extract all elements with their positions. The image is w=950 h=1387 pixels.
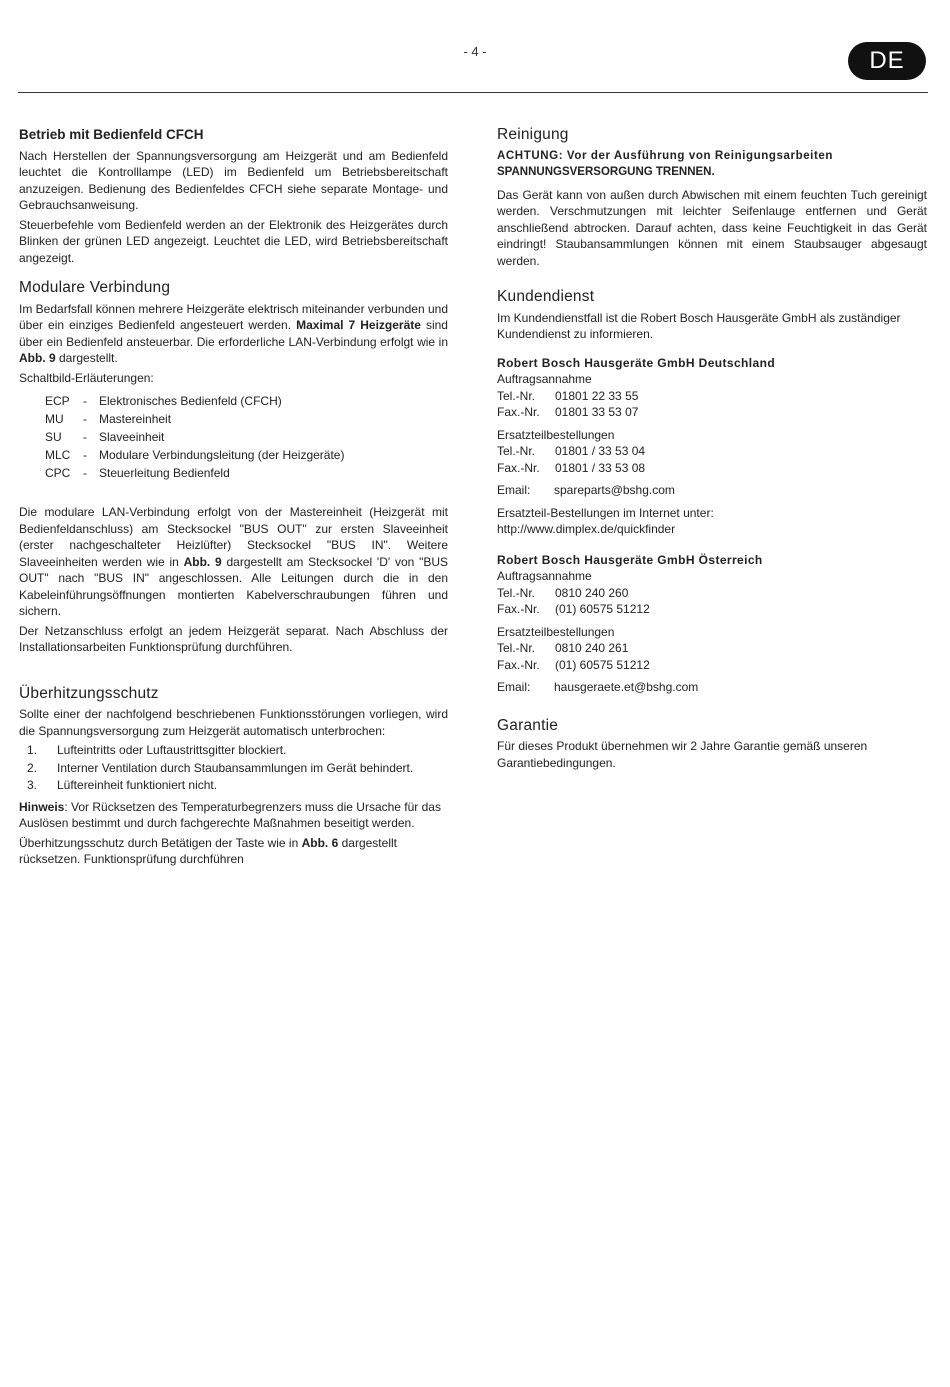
company-name-germany: Robert Bosch Hausgeräte GmbH Deutschland xyxy=(497,355,776,370)
abbreviation-item: CPC - Steuerleitung Bedienfeld xyxy=(45,466,230,480)
section-heading-overheat: Überhitzungsschutz xyxy=(19,684,159,702)
email-row: Email: spareparts@bshg.com xyxy=(497,483,675,497)
malfunction-list xyxy=(27,742,448,795)
header-divider xyxy=(18,92,928,93)
fax-row: Fax.-Nr. 01801 33 53 07 xyxy=(497,405,639,419)
abbreviation-item: MU - Mastereinheit xyxy=(45,412,172,426)
parts-label: Ersatzteilbestellungen xyxy=(497,624,615,639)
section-heading-service: Kundendienst xyxy=(497,288,595,305)
parts-label: Ersatzteilbestellungen xyxy=(497,427,615,442)
section-heading-cfch: Betrieb mit Bedienfeld CFCH xyxy=(19,127,204,142)
parts-fax-row: Fax.-Nr. 01801 / 33 53 08 xyxy=(497,460,646,475)
online-parts-label: Ersatzteil-Bestellungen im Internet unter: xyxy=(497,505,714,520)
section-heading-warranty: Garantie xyxy=(497,716,559,734)
list-item: 1. Lufteintritts oder Luftaustrittsgitter blockiert. xyxy=(27,743,287,757)
language-badge: DE xyxy=(848,42,926,80)
list-item: 2. Interner Ventilation durch Staubansammlungen im Gerät behindert. xyxy=(27,760,414,775)
cleaning-warning: ACHTUNG: Vor der Ausführung von Reinigungsarbeiten SPANNUNGSVERSORGUNG TRENNEN. xyxy=(497,149,834,178)
phone-row: Tel.-Nr. 01801 22 33 55 xyxy=(497,388,639,403)
service-intro: Im Kundendienstfall ist die Robert Bosch Hausgeräte GmbH als zuständiger Kundendienst zu informieren. xyxy=(497,310,901,341)
abbreviation-item: ECP - Elektronisches Bedienfeld (CFCH) xyxy=(45,394,282,408)
cfch-paragraph-1: Nach Herstellen der Spannungsversorgung am Heizgerät und am Bedienfeld leuchtet die Kontrolllampe (LED) im Bedienfeld um Betriebsbereitschaft anzuzeigen. Bedienung des Bedienfeldes CFCH siehe separate Montage- und Gebrauchsanweisung. xyxy=(19,148,448,212)
phone-row: Tel.-Nr. 0810 240 260 xyxy=(497,585,629,600)
page-number: - 4 - xyxy=(463,44,487,59)
order-label: Auftragsannahme xyxy=(497,569,592,583)
parts-phone-row: Tel.-Nr. 01801 / 33 53 04 xyxy=(497,444,646,458)
modular-paragraph-3: Der Netzanschluss erfolgt an jedem Heizgerät separat. Nach Abschluss der Installationsarbeiten Funktionsprüfung durchführen. xyxy=(19,623,448,654)
left-column xyxy=(19,127,448,871)
service-austria xyxy=(497,552,927,696)
section-heading-cleaning: Reinigung xyxy=(497,126,569,143)
company-name-austria: Robert Bosch Hausgeräte GmbH Österreich xyxy=(497,552,763,567)
overheat-reset: Überhitzungsschutz durch Betätigen der Taste wie in Abb. 6 dargestellt rücksetzen. Funktionsprüfung durchführen xyxy=(19,835,397,866)
quickfinder-url[interactable]: http://www.dimplex.de/quickfinder xyxy=(497,522,676,536)
abbreviation-item: MLC - Modulare Verbindungsleitung (der Heizgeräte) xyxy=(45,448,345,462)
modular-paragraph-1: Im Bedarfsfall können mehrere Heizgeräte elektrisch miteinander verbunden und über ein einziges Bedienfeld angesteuert werden. Maximal 7 Heizgeräte sind über ein Bedienfeld ansteuerbar. Die erforderliche LAN-Verbindung erfolgt wie in Abb. 9 dargestellt. xyxy=(19,301,448,365)
abbreviation-item: SU - Slaveeinheit xyxy=(45,430,165,444)
cfch-paragraph-2: Steuerbefehle vom Bedienfeld werden an der Elektronik des Heizgerätes durch Blinken der grünen LED angezeigt. Leuchtet die LED, wird Betriebsbereitschaft angezeigt. xyxy=(19,217,448,265)
legend-title: Schaltbild-Erläuterungen: xyxy=(19,370,154,385)
warranty-paragraph: Für dieses Produkt übernehmen wir 2 Jahre Garantie gemäß unseren Garantiebedingungen. xyxy=(497,739,868,770)
overheat-hint: Hinweis: Vor Rücksetzen des Temperaturbegrenzers muss die Ursache für das Auslösen bestimmt und durch fachgerechte Maßnahmen beseitigt werden. xyxy=(19,799,441,830)
modular-paragraph-2: Die modulare LAN-Verbindung erfolgt von der Mastereinheit (Heizgerät mit Bedienfeldanschluss) am Stecksockel "BUS OUT" zur ersten Slaveeinheit (erster nachgeschalteter Heizlüfter) Stecksockel "BUS IN". Weitere Slaveeinheiten werden wie in Abb. 9 dargestellt am Stecksockel 'D' von "BUS OUT" nach "BUS IN" angeschlossen. Alle Leitungen durch die in den Kabeleinführungsöffnungen montierten Kabelverschraubungen führen und sichern. xyxy=(19,505,449,618)
order-label: Auftragsannahme xyxy=(497,372,592,386)
parts-fax-row: Fax.-Nr. (01) 60575 51212 xyxy=(497,657,650,672)
cleaning-paragraph: Das Gerät kann von außen durch Abwischen mit einem feuchten Tuch gereinigt werden. Verschmutzungen mit leichter Seifenlauge entfernen und Gerät anschließend abtrocken. Darauf achten, dass keine Feuchtigkeit in das Gerät eindringt! Staubansammlungen können mit einem Staubsauger abgesaugt werden. xyxy=(497,187,927,268)
service-germany xyxy=(497,355,927,538)
overheat-paragraph-1: Sollte einer der nachfolgend beschriebenen Funktionsstörungen vorliegen, wird die Spannungsversorgung zum Heizgerät automatisch unterbrochen: xyxy=(19,707,448,738)
email-link[interactable]: hausgeraete.et@bshg.com xyxy=(554,680,699,694)
parts-phone-row: Tel.-Nr. 0810 240 261 xyxy=(497,641,629,655)
abbreviation-list xyxy=(45,392,448,482)
email-link[interactable]: spareparts@bshg.com xyxy=(554,483,675,497)
email-row: Email: hausgeraete.et@bshg.com xyxy=(497,680,699,694)
right-column xyxy=(497,127,927,774)
fax-row: Fax.-Nr. (01) 60575 51212 xyxy=(497,602,650,616)
list-item: 3. Lüftereinheit funktioniert nicht. xyxy=(27,778,218,792)
section-heading-modular: Modulare Verbindung xyxy=(19,279,171,296)
